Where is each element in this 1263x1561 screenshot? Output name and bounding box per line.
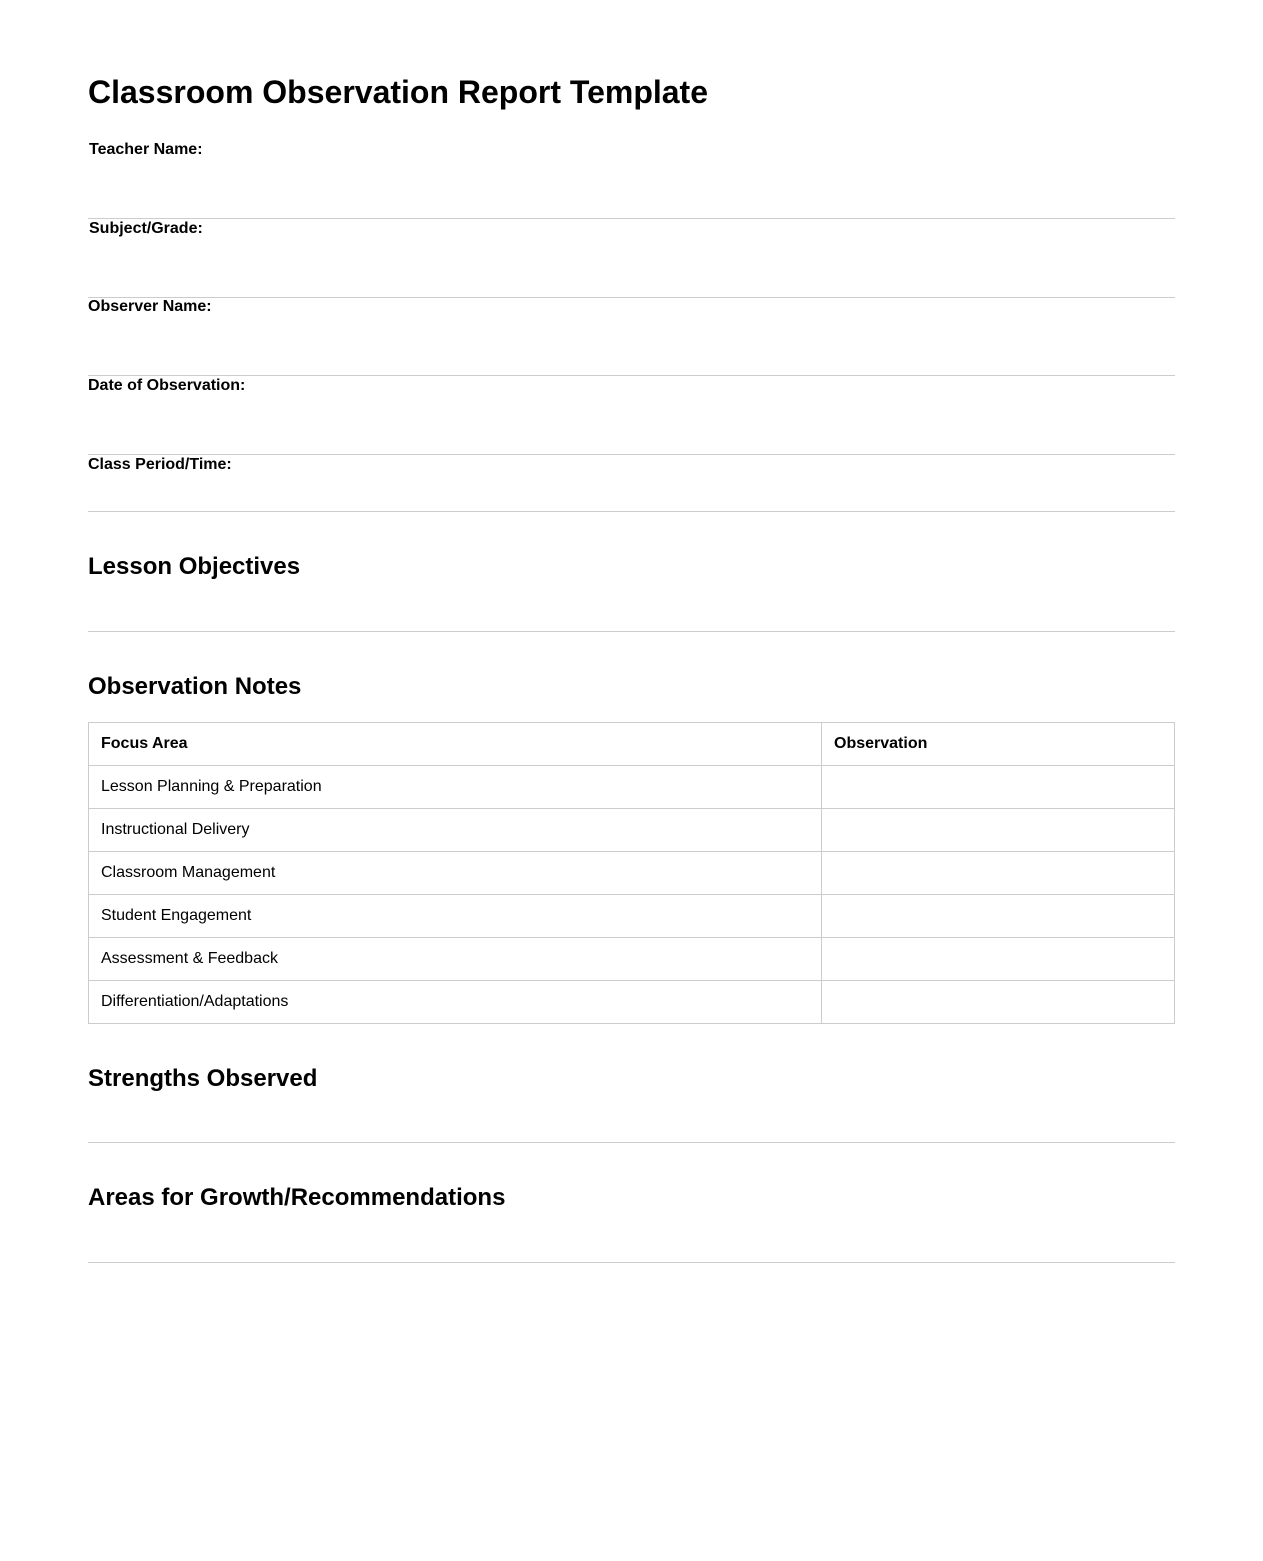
teacher-name-input[interactable] [88,164,1175,204]
section-heading: Areas for Growth/Recommendations [88,1184,506,1211]
table-row [89,766,1175,809]
section-heading: Strengths Observed [88,1065,318,1092]
growth-content[interactable] [88,1213,1175,1263]
section-heading: Observation Notes [88,673,302,700]
field-teacher-name [88,140,1175,219]
table-row [89,938,1175,981]
focus-area-cell: Instructional Delivery [89,809,822,852]
observation-cell[interactable] [822,938,1175,981]
observation-cell[interactable] [822,895,1175,938]
observation-cell[interactable] [822,766,1175,809]
table-header-row [89,723,1175,766]
observation-cell[interactable] [822,981,1175,1024]
date-of-observation-input[interactable] [88,400,1175,440]
field-class-period-time [88,455,1175,512]
section-areas-for-growth [88,1183,1175,1263]
focus-area-cell: Student Engagement [89,895,822,938]
observation-cell[interactable] [822,809,1175,852]
lesson-objectives-content[interactable] [88,582,1175,632]
section-observation-notes [88,672,1175,702]
subject-grade-input[interactable] [88,243,1175,283]
focus-area-cell: Differentiation/Adaptations [89,981,822,1024]
observation-cell[interactable] [822,852,1175,895]
focus-area-cell: Classroom Management [89,852,822,895]
field-label: Class Period/Time: [88,456,232,473]
section-strengths-observed [88,1064,1175,1143]
table-row [89,809,1175,852]
focus-area-cell: Lesson Planning & Preparation [89,766,822,809]
field-label: Observer Name: [88,298,212,315]
table-row [89,981,1175,1024]
field-label: Date of Observation: [88,377,246,394]
table-row [89,852,1175,895]
section-heading: Lesson Objectives [88,553,301,580]
field-label: Teacher Name: [89,141,203,158]
observation-notes-table [88,722,1175,1024]
class-period-time-input[interactable] [88,479,1175,507]
column-header-focus-area: Focus Area [89,723,822,766]
field-subject-grade [88,219,1175,298]
focus-area-cell: Assessment & Feedback [89,938,822,981]
field-date-of-observation [88,376,1175,455]
column-header-observation: Observation [822,723,1175,766]
strengths-content[interactable] [88,1094,1175,1144]
field-label: Subject/Grade: [89,220,203,237]
observer-name-input[interactable] [88,321,1175,361]
section-lesson-objectives [88,552,1175,632]
table-row [89,895,1175,938]
page-title: Classroom Observation Report Template [88,74,708,110]
field-observer-name [88,297,1175,376]
